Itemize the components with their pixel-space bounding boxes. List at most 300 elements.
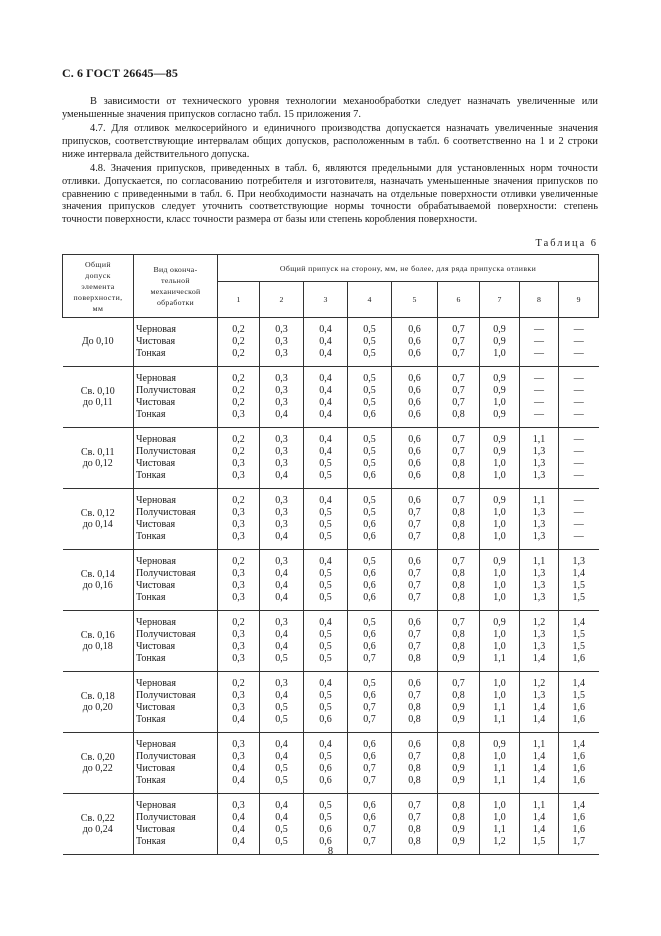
allowance-value: 0,5	[275, 702, 288, 713]
allowance-value: 0,6	[319, 824, 332, 835]
tolerance-cell	[63, 733, 134, 794]
allowance-value: 0,5	[363, 397, 376, 408]
allowance-value: 0,9	[493, 434, 506, 445]
allowance-value: 0,5	[319, 800, 332, 811]
allowance-value: —	[573, 324, 584, 335]
allowance-value: 0,6	[408, 458, 421, 469]
allowance-column-7	[480, 367, 520, 428]
allowance-column-1	[218, 428, 260, 489]
allowance-value: 1,6	[572, 714, 586, 725]
process-cell	[134, 489, 218, 550]
allowance-value: 0,7	[452, 434, 465, 445]
allowance-value: 0,6	[408, 397, 421, 408]
allowance-column-3	[304, 318, 348, 367]
allowance-value: 1,6	[572, 775, 586, 786]
allowance-value: —	[534, 397, 544, 408]
allowance-value: 1,3	[532, 629, 546, 640]
allowance-column-8	[520, 550, 559, 611]
allowance-value: 1,2	[532, 617, 546, 628]
allowance-value: 0,7	[408, 629, 421, 640]
allowance-value: 1,3	[532, 690, 546, 701]
table-row-group	[63, 733, 599, 794]
allowance-value: 0,6	[408, 409, 421, 420]
allowance-value: 1,4	[532, 812, 546, 823]
allowance-value: 1,3	[532, 507, 546, 518]
allowance-column-3	[304, 733, 348, 794]
allowance-value: 0,6	[363, 690, 376, 701]
allowance-value: 1,6	[572, 751, 586, 762]
tolerance-cell	[63, 489, 134, 550]
allowance-value: —	[534, 409, 544, 420]
allowance-value: 1,3	[532, 470, 546, 481]
allowance-value: 0,8	[452, 580, 465, 591]
process-text: Черновая	[136, 495, 176, 506]
process-text: Чистовая	[136, 519, 176, 530]
allowance-value: 1,0	[493, 800, 506, 811]
allowance-value: 1,4	[532, 714, 546, 725]
allowance-value: 0,3	[275, 397, 288, 408]
allowance-value: 0,5	[319, 702, 332, 713]
allowance-value: 0,4	[319, 617, 332, 628]
allowance-value: 0,7	[452, 397, 465, 408]
allowance-value: 0,8	[452, 409, 465, 420]
allowance-value: 0,4	[232, 714, 245, 725]
allowance-column-9	[559, 318, 599, 367]
allowance-value: 0,4	[275, 800, 288, 811]
allowance-value: 0,3	[275, 556, 288, 567]
tolerance-text: до 0,20	[82, 702, 113, 713]
allowance-value: 0,7	[408, 568, 421, 579]
allowance-value: 0,8	[452, 519, 465, 530]
allowance-value: 0,6	[363, 641, 376, 652]
allowance-column-2	[260, 672, 304, 733]
allowance-value: 0,4	[319, 385, 332, 396]
allowance-value: 1,5	[532, 836, 546, 847]
allowance-column-9	[559, 733, 599, 794]
allowance-column-5	[392, 672, 438, 733]
allowance-value: 1,4	[532, 751, 546, 762]
allowance-value: —	[573, 507, 584, 518]
table-row-group	[63, 489, 599, 550]
allowance-value: 0,6	[363, 568, 376, 579]
table-caption: Таблица 6	[535, 238, 598, 249]
allowance-value: 0,2	[232, 556, 245, 567]
allowance-column-5	[392, 550, 438, 611]
allowance-value: 0,7	[408, 800, 421, 811]
allowance-column-3	[304, 428, 348, 489]
allowance-value: 1,3	[532, 592, 546, 603]
allowance-value: 0,3	[232, 507, 245, 518]
allowance-value: 0,3	[275, 458, 288, 469]
allowance-value: 0,4	[275, 690, 288, 701]
allowance-value: 1,1	[532, 495, 546, 506]
allowance-value: 0,4	[275, 470, 288, 481]
allowance-value: 0,5	[275, 653, 288, 664]
allowance-column-5	[392, 611, 438, 672]
allowance-value: 0,5	[319, 507, 332, 518]
allowance-value: 0,6	[363, 751, 376, 762]
process-cell	[134, 318, 218, 367]
allowance-value: 0,6	[408, 446, 421, 457]
allowance-value: 0,3	[232, 702, 245, 713]
allowance-value: 0,2	[232, 678, 245, 689]
allowance-value: 0,6	[408, 434, 421, 445]
allowance-value: 0,2	[232, 434, 245, 445]
allowance-value: 1,1	[532, 434, 546, 445]
allowance-value: 0,8	[452, 592, 465, 603]
allowance-column-6	[438, 367, 480, 428]
allowance-column-3	[304, 550, 348, 611]
allowance-value: 0,5	[363, 385, 376, 396]
tolerance-text: до 0,22	[82, 763, 113, 774]
allowance-value: —	[573, 531, 584, 542]
allowance-value: —	[573, 348, 584, 359]
allowance-value: 1,0	[493, 678, 506, 689]
allowance-value: 0,4	[275, 592, 288, 603]
allowance-column-8	[520, 318, 559, 367]
allowance-value: 0,5	[363, 678, 376, 689]
allowance-value: 0,3	[275, 385, 288, 396]
allowance-value: 0,5	[319, 641, 332, 652]
allowance-value: 0,7	[452, 678, 465, 689]
column-number-5: 5	[392, 282, 438, 318]
process-text: Черновая	[136, 617, 176, 628]
allowance-value: 1,1	[493, 702, 506, 713]
column-number-9: 9	[559, 282, 599, 318]
process-text: Тонкая	[136, 836, 166, 847]
allowance-value: 1,0	[493, 470, 506, 481]
allowance-column-1	[218, 367, 260, 428]
allowance-value: 0,3	[232, 653, 245, 664]
allowance-value: 0,7	[452, 556, 465, 567]
allowance-value: 0,6	[319, 836, 332, 847]
allowance-value: 1,1	[532, 739, 546, 750]
column-header-group: Общий припуск на сторону, мм, не более, для ряда припуска отливки	[218, 255, 599, 282]
table-row-group	[63, 550, 599, 611]
allowance-value: 1,4	[572, 800, 586, 811]
allowance-column-1	[218, 550, 260, 611]
allowance-value: 1,5	[572, 629, 586, 640]
allowance-value: 1,6	[572, 653, 586, 664]
allowance-value: 1,0	[493, 592, 506, 603]
allowance-value: 0,6	[408, 336, 421, 347]
allowance-column-2	[260, 489, 304, 550]
process-text: Получистовая	[136, 385, 196, 396]
allowance-value: 0,8	[452, 531, 465, 542]
column-number-7: 7	[480, 282, 520, 318]
process-text: Получистовая	[136, 568, 196, 579]
table-row-group	[63, 672, 599, 733]
allowance-value: —	[573, 373, 584, 384]
allowance-column-2	[260, 733, 304, 794]
allowance-value: 0,8	[452, 690, 465, 701]
process-text: Чистовая	[136, 702, 176, 713]
allowance-value: 1,3	[572, 556, 586, 567]
column-number-4: 4	[348, 282, 392, 318]
process-text: Черновая	[136, 324, 176, 335]
allowance-value: 0,4	[319, 336, 332, 347]
allowance-value: 0,3	[232, 568, 245, 579]
allowance-value: 0,6	[363, 531, 376, 542]
allowance-value: 1,4	[532, 775, 546, 786]
allowance-value: 1,5	[572, 641, 586, 652]
allowance-value: 0,3	[275, 373, 288, 384]
allowance-value: 1,3	[532, 458, 546, 469]
allowance-value: 0,7	[452, 336, 465, 347]
process-text: Тонкая	[136, 592, 166, 603]
allowance-value: 0,6	[363, 592, 376, 603]
allowance-value: 1,0	[493, 641, 506, 652]
allowance-value: 1,5	[572, 690, 586, 701]
allowance-value: 1,3	[532, 641, 546, 652]
allowance-value: 0,5	[275, 714, 288, 725]
allowance-value: 0,4	[275, 739, 288, 750]
allowance-column-2	[260, 428, 304, 489]
allowance-value: 0,9	[452, 836, 465, 847]
allowance-column-3	[304, 489, 348, 550]
allowance-value: 1,4	[532, 763, 546, 774]
allowance-column-4	[348, 550, 392, 611]
allowance-value: 0,4	[275, 812, 288, 823]
tolerance-cell	[63, 550, 134, 611]
allowance-value: 0,3	[232, 641, 245, 652]
paragraph-4-8: 4.8. Значения припусков, приведенных в табл. 6, являются предельными для установленных норм точности отливки. Допускается, по согласованию потребителя и изготовителя, назначать уменьшенные значения припусков по сравнению с приведенными в табл. 6. При необходимости назначать на отдельные поверхности отливки увеличенные значения припусков следует уточнить соответствующие нормы точности обрабатываемой поверхности: степень точности поверхности, класс точности размера от базы или степень коробления поверхности.	[62, 162, 598, 226]
allowance-value: 0,4	[232, 824, 245, 835]
allowance-value: 1,2	[493, 836, 506, 847]
process-cell	[134, 672, 218, 733]
allowance-value: 0,9	[493, 739, 506, 750]
allowance-value: 0,3	[275, 434, 288, 445]
allowance-value: 1,3	[532, 580, 546, 591]
allowance-value: 0,5	[363, 495, 376, 506]
allowance-value: 0,7	[408, 507, 421, 518]
allowance-column-1	[218, 318, 260, 367]
process-text: Черновая	[136, 739, 176, 750]
allowance-value: 0,9	[452, 763, 465, 774]
allowance-value: 0,2	[232, 446, 245, 457]
allowance-column-2	[260, 318, 304, 367]
paragraph-4-6-continued: В зависимости от технического уровня технологии механообработки следует назначать увеличенные или уменьшенные значения припусков согласно табл. 15 приложения 7.	[62, 96, 598, 120]
allowance-value: 0,7	[452, 446, 465, 457]
allowance-value: 0,7	[408, 580, 421, 591]
process-text: Черновая	[136, 678, 176, 689]
allowance-value: 0,4	[232, 763, 245, 774]
table-body	[63, 318, 599, 855]
allowance-value: 0,8	[452, 470, 465, 481]
allowance-value: 1,4	[572, 678, 586, 689]
allowance-value: 0,7	[452, 373, 465, 384]
allowance-value: 0,9	[493, 446, 506, 457]
process-cell	[134, 428, 218, 489]
allowance-value: 0,5	[363, 336, 376, 347]
allowance-value: 1,1	[493, 775, 506, 786]
tolerance-text: до 0,24	[82, 824, 113, 835]
table-row-group	[63, 428, 599, 489]
allowance-column-4	[348, 489, 392, 550]
allowance-value: 0,7	[363, 714, 376, 725]
allowance-column-1	[218, 611, 260, 672]
allowance-value: 0,3	[232, 739, 245, 750]
tolerance-text: до 0,11	[82, 397, 113, 408]
process-text: Черновая	[136, 373, 176, 384]
allowance-column-9	[559, 611, 599, 672]
paragraph-4-7: 4.7. Для отливок мелкосерийного и единичного производства допускается назначать увеличенные значения припусков, соответствующие интервалам общих допусков, расположенным в табл. 6 соответственно на 1 и 2 строки ниже интервала действительного допуска.	[62, 123, 598, 160]
allowance-value: 0,3	[232, 629, 245, 640]
allowance-value: 1,1	[493, 653, 506, 664]
allowance-value: 1,6	[572, 763, 586, 774]
allowance-value: 0,7	[408, 690, 421, 701]
allowance-column-4	[348, 611, 392, 672]
allowance-column-8	[520, 489, 559, 550]
allowance-column-5	[392, 318, 438, 367]
table-row-group	[63, 367, 599, 428]
allowance-value: 1,4	[572, 739, 586, 750]
allowance-column-6	[438, 672, 480, 733]
allowance-value: 1,4	[572, 617, 586, 628]
process-text: Тонкая	[136, 409, 166, 420]
tolerance-text: до 0,16	[82, 580, 113, 591]
allowance-value: 0,7	[363, 653, 376, 664]
allowance-value: 0,4	[319, 409, 332, 420]
column-header-tolerance: Общий допуск элемента поверхности, мм	[63, 255, 134, 318]
process-text: Черновая	[136, 434, 176, 445]
allowance-value: 0,2	[232, 495, 245, 506]
tolerance-cell	[63, 367, 134, 428]
allowance-value: 0,8	[452, 751, 465, 762]
process-text: Получистовая	[136, 446, 196, 457]
allowance-column-4	[348, 672, 392, 733]
allowance-column-2	[260, 550, 304, 611]
allowance-value: 0,4	[319, 678, 332, 689]
allowance-value: 1,0	[493, 568, 506, 579]
allowance-value: 0,5	[319, 629, 332, 640]
process-text: Тонкая	[136, 470, 166, 481]
allowance-value: 0,6	[363, 800, 376, 811]
process-cell	[134, 611, 218, 672]
allowance-value: 0,8	[452, 641, 465, 652]
allowance-value: 1,7	[572, 836, 586, 847]
allowance-value: 0,4	[275, 751, 288, 762]
allowance-value: 0,7	[363, 775, 376, 786]
allowance-value: 1,1	[532, 800, 546, 811]
allowance-value: 0,3	[275, 495, 288, 506]
column-number-8: 8	[520, 282, 559, 318]
allowance-value: —	[573, 495, 584, 506]
allowance-value: 0,5	[363, 617, 376, 628]
tolerance-cell	[63, 428, 134, 489]
allowance-value: 0,9	[493, 324, 506, 335]
allowance-value: 0,4	[319, 373, 332, 384]
allowance-value: 0,5	[319, 458, 332, 469]
allowance-value: 1,6	[572, 702, 586, 713]
allowance-value: 0,4	[275, 568, 288, 579]
process-cell	[134, 550, 218, 611]
allowance-value: 0,3	[275, 617, 288, 628]
allowance-value: 0,4	[275, 641, 288, 652]
process-text: Тонкая	[136, 348, 166, 359]
allowance-value: 0,6	[363, 812, 376, 823]
allowance-value: 0,3	[275, 446, 288, 457]
allowance-value: 0,6	[408, 324, 421, 335]
allowance-value: 1,4	[532, 824, 546, 835]
allowance-value: 0,5	[363, 348, 376, 359]
allowance-value: 0,4	[319, 324, 332, 335]
allowance-column-6	[438, 489, 480, 550]
allowance-value: 1,5	[572, 580, 586, 591]
process-text: Тонкая	[136, 653, 166, 664]
allowance-column-7	[480, 733, 520, 794]
allowance-value: 0,5	[319, 470, 332, 481]
allowance-value: 0,4	[319, 495, 332, 506]
allowance-value: —	[534, 336, 544, 347]
allowance-value: 0,7	[408, 641, 421, 652]
allowance-column-8	[520, 672, 559, 733]
process-text: Тонкая	[136, 714, 166, 725]
allowance-value: 0,8	[408, 824, 421, 835]
allowance-value: 0,5	[363, 434, 376, 445]
allowance-value: 1,3	[532, 446, 546, 457]
allowance-value: 0,2	[232, 336, 245, 347]
allowance-value: 0,7	[452, 348, 465, 359]
allowance-value: 0,7	[363, 836, 376, 847]
allowance-value: —	[573, 458, 584, 469]
allowance-value: —	[573, 446, 584, 457]
allowance-column-8	[520, 733, 559, 794]
allowance-value: 0,9	[493, 336, 506, 347]
allowance-value: —	[534, 348, 544, 359]
allowance-value: 0,3	[232, 580, 245, 591]
allowance-value: 1,0	[493, 531, 506, 542]
process-text: Получистовая	[136, 751, 196, 762]
allowance-value: 0,9	[452, 824, 465, 835]
allowance-value: —	[573, 470, 584, 481]
allowance-column-7	[480, 489, 520, 550]
allowance-value: 0,6	[319, 714, 332, 725]
process-text: Черновая	[136, 800, 176, 811]
allowance-value: 0,3	[275, 507, 288, 518]
process-text: Чистовая	[136, 458, 176, 469]
allowance-value: 0,7	[452, 495, 465, 506]
allowance-column-8	[520, 367, 559, 428]
tolerance-text: до 0,12	[82, 458, 113, 469]
allowance-column-4	[348, 318, 392, 367]
tolerance-text: Св. 0,12	[80, 507, 115, 519]
allowance-value: 0,7	[408, 519, 421, 530]
allowance-value: 0,9	[493, 409, 506, 420]
tolerance-text: до 0,14	[82, 519, 113, 530]
allowance-column-4	[348, 428, 392, 489]
allowance-value: 0,6	[363, 629, 376, 640]
allowance-value: 0,6	[408, 385, 421, 396]
allowance-value: 0,5	[319, 568, 332, 579]
allowance-value: 1,4	[572, 568, 586, 579]
allowance-column-9	[559, 367, 599, 428]
allowance-value: 0,5	[363, 458, 376, 469]
allowance-value: 0,6	[408, 678, 421, 689]
allowance-value: 0,8	[452, 568, 465, 579]
allowance-column-8	[520, 611, 559, 672]
allowance-column-7	[480, 428, 520, 489]
allowance-value: 0,9	[493, 373, 506, 384]
allowance-column-6	[438, 550, 480, 611]
allowance-column-7	[480, 318, 520, 367]
allowance-value: 0,6	[363, 580, 376, 591]
allowance-value: 0,8	[408, 714, 421, 725]
allowance-value: 0,8	[452, 812, 465, 823]
allowance-value: 0,2	[232, 348, 245, 359]
allowance-value: 0,3	[275, 519, 288, 530]
allowance-value: 0,5	[275, 775, 288, 786]
